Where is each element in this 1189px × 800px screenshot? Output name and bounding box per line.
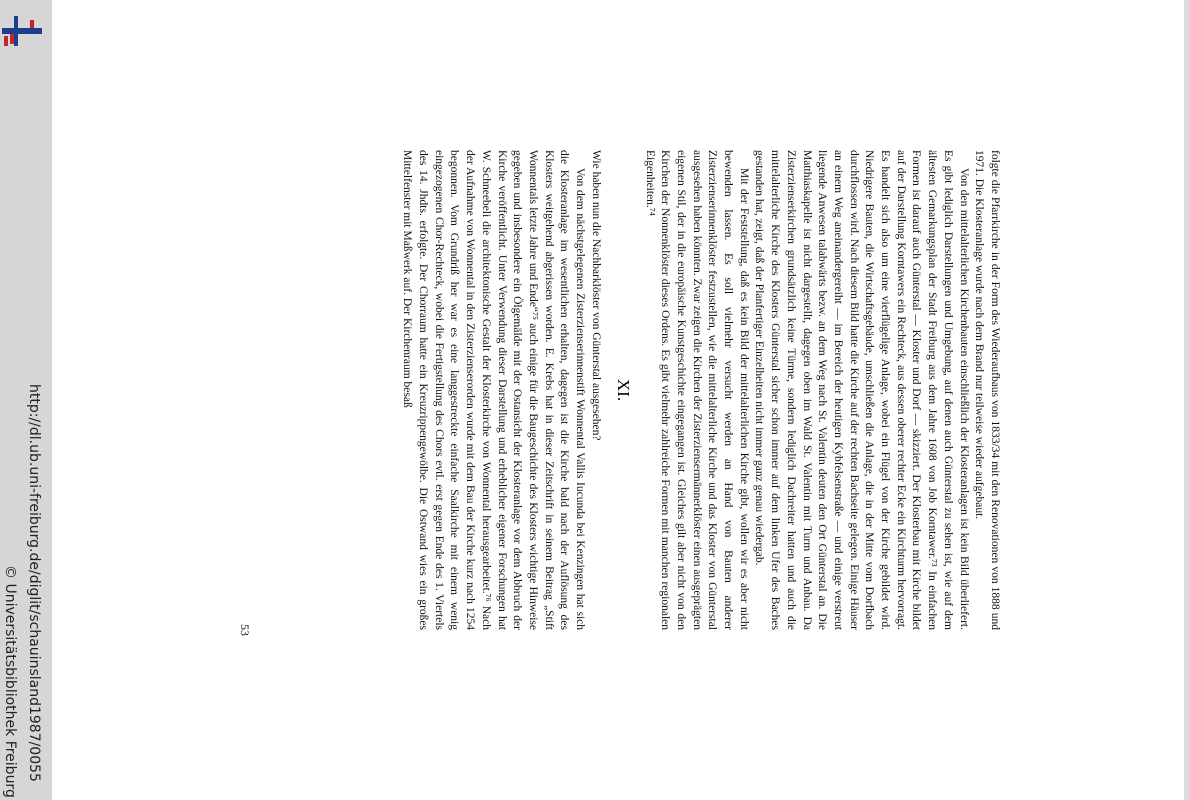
- section-heading: XI.: [613, 378, 633, 402]
- paragraph: folgte die Pfarrkirche in der Form des Wiederaufbaus von 1833/34 mit den Renovationen von 1888 und 1971. Die Klosteranlage wurde nach dem Brand nur teilweise wieder aufgebaut.: [973, 150, 1001, 630]
- scrollbar[interactable]: [1184, 0, 1189, 800]
- document-page: [262, 150, 1002, 650]
- upper-text-block: [641, 150, 1002, 630]
- ub-freiburg-logo-icon: [0, 8, 46, 54]
- page-number: 53: [238, 624, 252, 636]
- lower-text-block: [399, 150, 603, 630]
- paragraph: Mit der Feststellung, daß es kein Bild der mittelalterlichen Kirche gibt, wollen wir es aber nicht bewenden lassen. Es soll vielmehr versucht werden an Hand von Bauten anderer Zisterzienserinnenklöster festzustellen, wie die mittelalterliche Kirche und das Kloster von Günterstal ausgesehen haben könnten. Zwar zeigen die Kirchen der Zisterziensermännerklöster einen ausgeprägten eigenen Stil, der in die europäische Kunstgeschichte eingegangen ist. Gleiches gilt aber nicht von den Kirchen der Nonnenklöster dieses Ordens. Es gibt vielmehr zahlreiche Formen mit manchen regionalen Eigenheiten.⁷⁴: [643, 150, 750, 630]
- paragraph: Wie haben nun die Nachbarklöster von Günterstal ausgesehen?: [589, 150, 602, 441]
- viewer-sidebar: [0, 0, 52, 800]
- copyright-notice: © Universitätsbibliothek Freiburg: [2, 565, 18, 798]
- paragraph: Von dem nächstgelegenen Zisterzienserinnenstift Wonnental Vallis Iucunda bei Kenzingen hat sich die Klosteranlage im wesentlichen erhalten, dagegen ist die Kirche bald nach der Auflösung des Klosters weitgehend abgerissen worden. E. Krebs hat in dieser Zeitschrift in seinem Beitrag „Stift Wonnentals letzte Jahre und Ende“⁷⁵ auch einige für die Baugeschichte des Klosters wichtige Hinweise gegeben und insbesondere ein Ölgemälde mit der Ostansicht der Klosteranlage vor dem Abbruch der Kirche veröffentlicht. Unter Verwendung dieser Darstellung und erheblicher eigener Forschungen hat W. Schneebeli die architektonische Gestalt der Klosterkirche von Wonnental herausgearbeitet.⁷⁶ Nach der Aufnahme von Wonnental in den Zisterzienserorden wurde mit dem Bau der Kirche kurz nach 1254 begonnen. Vom Grundriß her war es eine langgestreckte einfache Saalkirche mit einem wenig eingezogenen Chor-Rechteck, wobei die Fertigstellung des Chors evtl. erst gegen Ende des 1. Viertels des 14. Jhdts. erfolgte. Der Chorraum hatte ein Kreuzrippengewölbe. Die Ostwand wies ein großes Mittelfenster mit Maßwerk auf. Der Kirchenraum besaß: [401, 150, 587, 630]
- paragraph: Von den mittelalterlichen Kirchenbauten einschließlich der Klosteranlagen ist kein Bild überliefert. Es gibt lediglich Darstellungen und Umgebung, auf denen auch Günterstal zu sehen ist, wie auf dem ältesten Gemarkungsplan der Stadt Freiburg aus dem Jahre 1608 von Job Korntawer.⁷³ In einfachen Formen ist darauf auch Günterstal — Kloster und Dorf — skizziert. Der Klosterbau mit Kirche bildet auf der Darstellung Korntawers ein Rechteck, aus dessen oberer rechter Ecke ein Kirchturm hervorragt. Es handelt sich also um eine vierflügelige Anlage, wobei ein Flügel von der Kirche gebildet wird. Niedrigere Bauten, die Wirtschaftsgebäude, umschließen die Anlage, die in der Mitte vom Dorfbach durchflossen wird. Nach diesem Bild hatte die Kirche auf der rechten Bachseite gelegen. Einige Häuser an einem Weg aneinandergereiht — im Bereich der heutigen Kybfelsenstraße — und einige verstreut liegende Anwesen talabwärts bezw. an dem Weg nach St. Valentin deuten den Ort Günterstal an. Die Matthiaskapelle ist nicht dargestellt, dagegen oben im Wald St. Valentin mit Turm und Anbau. Da Zisterzienserkirchen grundsätzlich keine Türme, sondern lediglich Dachreiter hatten und auch die mittelalterliche Kirche des Klosters Günterstal sicher schon immer auf dem linken Ufer des Baches gestanden hat, zeigt, daß der Planfertiger Einzelheiten nicht immer ganz genau wiedergab.: [753, 150, 970, 630]
- document-url[interactable]: http://dl.ub.uni-freiburg.de/diglit/schauinsland1987/0055: [26, 384, 42, 782]
